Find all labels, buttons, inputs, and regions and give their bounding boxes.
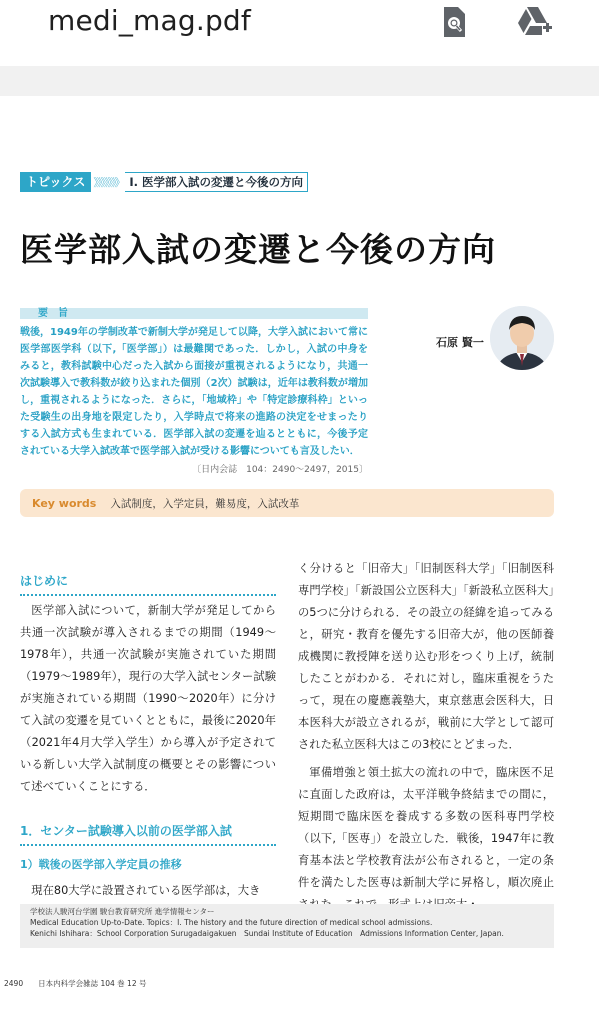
topics-tag: トピックス — [20, 172, 91, 192]
document-title: medi_mag.pdf — [48, 4, 251, 37]
page-footer: 2490 日本内科学会雑誌 104 巻 12 号 — [4, 979, 147, 988]
footnote-english-title: Medical Education Up-to-Date. Topics：Ⅰ. The history and the future direction of medical school admissions. — [30, 918, 433, 927]
footnote-author-english: Kenichi Ishihara：School Corporation Surugadaigakuen Sundai Institute of Education Admissions Information Center, Japan. — [30, 929, 504, 938]
keywords-text: 入試制度，入学定員，難易度，入試改革 — [110, 497, 300, 510]
keywords-label: Key words — [32, 496, 97, 510]
section-paragraph: 現在80大学に設置されている医学部は，大き — [31, 884, 261, 897]
abstract-heading: 要 旨 — [20, 308, 368, 319]
keywords-bar — [20, 489, 554, 517]
pdf-page — [0, 96, 599, 1012]
left-column — [20, 570, 276, 902]
intro-paragraph: 医学部入試について，新制大学が発足してから共通一次試験が導入されるまでの期間（1949〜1978年），共通一次試験が実施されていた期間（1979〜1989年），現行の大学入試センター試験が実施されている期間（1990〜2020年）に分けて入試の変遷を見ていくとともに，最後に2020年（2021年4月大学入学生）から導入が予定されている新しい大学入試制度の概要とその影響について述べていくことにする． — [20, 604, 276, 793]
drive-add-icon[interactable] — [516, 4, 552, 40]
author-photo — [490, 306, 554, 370]
section-heading-1: 1．センター試験導入以前の医学部入試 — [20, 820, 276, 846]
topics-arrows: 》》》》》》》 — [93, 176, 124, 189]
abstract-text: 戦後，1949年の学制改革で新制大学が発足して以降，大学入試において常に医学部医学科（以下,「医学部」）は最難関であった．しかし，入試の中身をみると，教科試験中心だった入試から面接が重視されるようになり，共通一次試験導入で教科数が絞り込まれた個別（2次）試験は，近年は教科数が増加し，重視されるようになった．さらに，「地域枠」や「特定診療科枠」といった受験生の出身地を限定したり，入学時点で将来の進路の決定をせまったりする入試方式も生まれている．医学部入試の変遷を辿るとともに，今後予定されている大学入試改革で医学部入試が受ける影響についても言及したい． — [20, 327, 368, 457]
section-heading-intro: はじめに — [20, 570, 276, 596]
topics-subtitle: Ⅰ. 医学部入試の変遷と今後の方向 — [125, 172, 308, 192]
citation: 〔日内会誌 104：2490〜2497，2015〕 — [192, 465, 368, 475]
footnote-affiliation: 学校法人駿河台学園 駿台教育研究所 進学情報センター — [30, 907, 215, 916]
doc-search-icon[interactable] — [436, 4, 472, 40]
right-column — [298, 558, 554, 916]
subsection-heading: 1）戦後の医学部入学定員の推移 — [20, 858, 182, 871]
right-paragraph-1: く分けると「旧帝大」「旧制医科大学」「旧制医科専門学校」「新設国公立医科大」「新設私立医科大」の5つに分けられる．その設立の経緯を追ってみると，研究・教育を優先する旧帝大が，他の医師養成機関に教授陣を送り込む形をつくり上げ，統制したことがわかる．それに対し，臨床重視をうたって，現在の慶應義塾大，東京慈恵会医科大，日本医科大が設立されるが，戦前に大学として認可された私立医科大はこの3校にとどまった． — [298, 562, 554, 751]
app-bar — [0, 0, 599, 66]
right-paragraph-2: 軍備増強と領土拡大の流れの中で，臨床医不足に直面した政府は，太平洋戦争終結までの間に，短期間で臨床医を養成する多数の医科専門学校（以下,「医専」）を設立した．戦後，1947年に教育基本法と学校教育法が公布されると，一定の条件を満たした医専は新制大学に昇格し，順次廃止 — [298, 766, 554, 889]
author-name: 石原 賢一 — [436, 336, 484, 349]
topics-banner — [20, 172, 308, 192]
toolbar-shadow — [0, 66, 599, 96]
abstract-box — [20, 308, 368, 475]
footnote-box — [20, 904, 554, 948]
article-title: 医学部入試の変遷と今後の方向 — [20, 230, 496, 269]
